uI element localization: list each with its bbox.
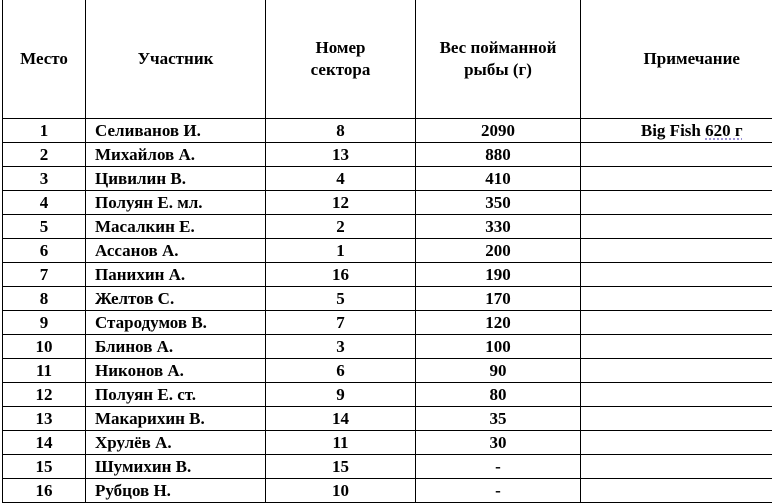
weight-cell: 330 bbox=[416, 215, 581, 239]
sector-cell: 7 bbox=[266, 311, 416, 335]
weight-cell: 200 bbox=[416, 239, 581, 263]
participant-cell: Селиванов И. bbox=[86, 119, 266, 143]
place-cell: 9 bbox=[3, 311, 86, 335]
sector-cell: 5 bbox=[266, 287, 416, 311]
weight-cell: 350 bbox=[416, 191, 581, 215]
weight-cell: 100 bbox=[416, 335, 581, 359]
sector-cell: 6 bbox=[266, 359, 416, 383]
header-row bbox=[3, 0, 772, 119]
sector-cell: 2 bbox=[266, 215, 416, 239]
table-row bbox=[3, 311, 772, 335]
sector-cell: 14 bbox=[266, 407, 416, 431]
sector-cell: 8 bbox=[266, 119, 416, 143]
sector-cell: 9 bbox=[266, 383, 416, 407]
table-row bbox=[3, 191, 772, 215]
note-cell bbox=[581, 263, 772, 287]
note-cell bbox=[581, 455, 772, 479]
note-cell bbox=[581, 479, 772, 503]
table-row bbox=[3, 239, 772, 263]
place-cell: 12 bbox=[3, 383, 86, 407]
place-cell: 11 bbox=[3, 359, 86, 383]
sector-cell: 12 bbox=[266, 191, 416, 215]
note-cell bbox=[581, 191, 772, 215]
participant-cell: Блинов А. bbox=[86, 335, 266, 359]
sector-cell: 10 bbox=[266, 479, 416, 503]
header-weight-text: Вес пойманной рыбы (г) bbox=[423, 37, 573, 81]
place-cell: 1 bbox=[3, 119, 86, 143]
header-sector bbox=[266, 0, 416, 119]
note-cell bbox=[581, 431, 772, 455]
place-cell: 4 bbox=[3, 191, 86, 215]
sector-cell: 15 bbox=[266, 455, 416, 479]
header-sector-text: Номер сектора bbox=[301, 37, 381, 81]
participant-cell: Ассанов А. bbox=[86, 239, 266, 263]
weight-cell: 2090 bbox=[416, 119, 581, 143]
results-table bbox=[2, 0, 772, 503]
note-weight-text: 620 г bbox=[705, 121, 742, 140]
note-text: Big Fish bbox=[641, 121, 701, 140]
table-row bbox=[3, 335, 772, 359]
participant-cell: Хрулёв А. bbox=[86, 431, 266, 455]
participant-cell: Полуян Е. мл. bbox=[86, 191, 266, 215]
table-row bbox=[3, 383, 772, 407]
participant-cell: Полуян Е. ст. bbox=[86, 383, 266, 407]
place-cell: 8 bbox=[3, 287, 86, 311]
table-row bbox=[3, 287, 772, 311]
weight-cell: 35 bbox=[416, 407, 581, 431]
weight-cell: - bbox=[416, 455, 581, 479]
table-row bbox=[3, 263, 772, 287]
note-cell bbox=[581, 383, 772, 407]
table-row bbox=[3, 431, 772, 455]
place-cell: 2 bbox=[3, 143, 86, 167]
note-cell bbox=[581, 407, 772, 431]
note-cell bbox=[581, 119, 772, 143]
place-cell: 13 bbox=[3, 407, 86, 431]
table-row bbox=[3, 119, 772, 143]
weight-cell: - bbox=[416, 479, 581, 503]
note-cell bbox=[581, 143, 772, 167]
place-cell: 16 bbox=[3, 479, 86, 503]
table-row bbox=[3, 455, 772, 479]
note-cell bbox=[581, 311, 772, 335]
participant-cell: Желтов С. bbox=[86, 287, 266, 311]
participant-cell: Панихин А. bbox=[86, 263, 266, 287]
sector-cell: 4 bbox=[266, 167, 416, 191]
place-cell: 7 bbox=[3, 263, 86, 287]
weight-cell: 880 bbox=[416, 143, 581, 167]
participant-cell: Михайлов А. bbox=[86, 143, 266, 167]
table-row bbox=[3, 407, 772, 431]
note-cell bbox=[581, 167, 772, 191]
table-row bbox=[3, 167, 772, 191]
place-cell: 10 bbox=[3, 335, 86, 359]
place-cell: 14 bbox=[3, 431, 86, 455]
note-cell bbox=[581, 335, 772, 359]
participant-cell: Никонов А. bbox=[86, 359, 266, 383]
note-cell bbox=[581, 239, 772, 263]
weight-cell: 90 bbox=[416, 359, 581, 383]
table-row bbox=[3, 143, 772, 167]
weight-cell: 410 bbox=[416, 167, 581, 191]
place-cell: 15 bbox=[3, 455, 86, 479]
weight-cell: 120 bbox=[416, 311, 581, 335]
participant-cell: Макарихин В. bbox=[86, 407, 266, 431]
sector-cell: 11 bbox=[266, 431, 416, 455]
table-row bbox=[3, 479, 772, 503]
participant-cell: Стародумов В. bbox=[86, 311, 266, 335]
note-cell bbox=[581, 359, 772, 383]
participant-cell: Цивилин В. bbox=[86, 167, 266, 191]
table-row bbox=[3, 359, 772, 383]
sector-cell: 13 bbox=[266, 143, 416, 167]
participant-cell: Шумихин В. bbox=[86, 455, 266, 479]
header-place: Место bbox=[3, 0, 86, 119]
sector-cell: 1 bbox=[266, 239, 416, 263]
note-cell bbox=[581, 287, 772, 311]
place-cell: 6 bbox=[3, 239, 86, 263]
place-cell: 3 bbox=[3, 167, 86, 191]
table-row bbox=[3, 215, 772, 239]
weight-cell: 170 bbox=[416, 287, 581, 311]
header-participant: Участник bbox=[86, 0, 266, 119]
weight-cell: 80 bbox=[416, 383, 581, 407]
sector-cell: 3 bbox=[266, 335, 416, 359]
note-cell bbox=[581, 215, 772, 239]
header-weight bbox=[416, 0, 581, 119]
weight-cell: 30 bbox=[416, 431, 581, 455]
participant-cell: Масалкин Е. bbox=[86, 215, 266, 239]
participant-cell: Рубцов Н. bbox=[86, 479, 266, 503]
place-cell: 5 bbox=[3, 215, 86, 239]
sector-cell: 16 bbox=[266, 263, 416, 287]
header-note: Примечание bbox=[581, 0, 772, 119]
weight-cell: 190 bbox=[416, 263, 581, 287]
